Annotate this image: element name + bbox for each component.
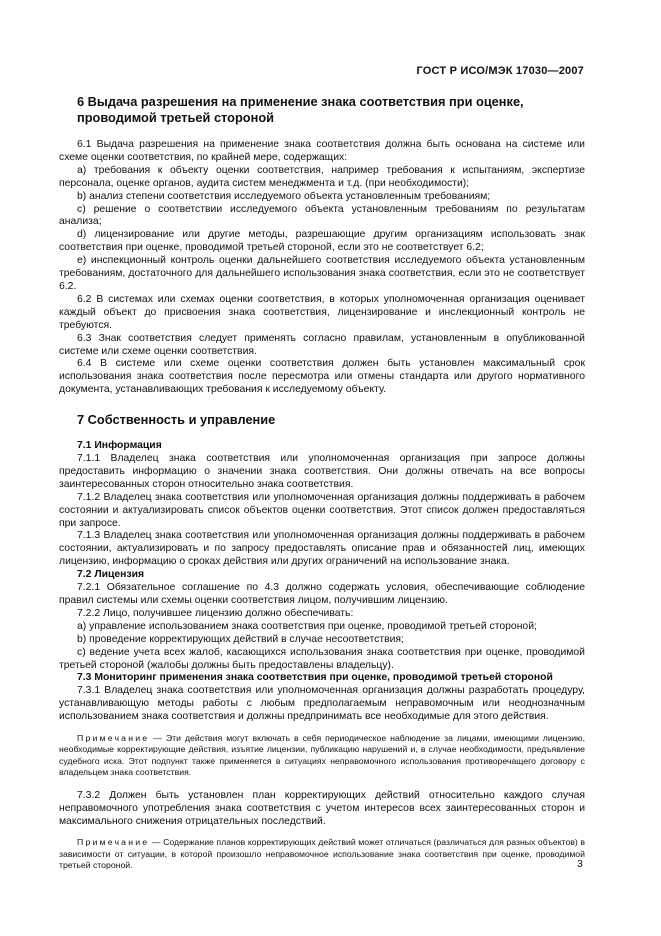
page-content [59, 90, 585, 883]
list-item-6-1-b: b) анализ степени соответствия исследуемого объекта установленным требованиям; [77, 190, 491, 202]
paragraph-7-2-1: 7.2.1 Обязательное соглашение по 4.3 должно содержать условия, обеспечивающие соблюдение правил системы или схемы оценки соответствия лицом, получившим лицензию. [59, 582, 585, 606]
paragraph-7-3-2: 7.3.2 Должен быть установлен план корректирующих действий относительно каждого случая неправомочного употребления знака соответствия с учетом интересов всех заинтересованных сторон и максимального снижения отрицательных последствий. [59, 789, 585, 827]
note-7-3-2 [59, 837, 585, 871]
list-item-7-2-2-b: b) проведение корректирующих действий в случае несоответствия; [77, 633, 404, 645]
paragraph-7-1-3: 7.1.3 Владелец знака соответствия или уполномоченная организация должны поддерживать в рабочем состоянии, актуализировать и по запросу предоставлять описание прав и обязанностей лиц, имеющих лицензию, информацию о сроках действия или других ограничений на использование знака. [59, 530, 585, 568]
list-item-6-1-a: а) требования к объекту оценки соответствия, например требования к испытаниям, экспертизе персонала, оценке органов, аудита систем менеджмента и т.д. (при необходимости); [59, 164, 585, 189]
list-item-6-1-e: e) инспекционный контроль оценки дальнейшего соответствия исследуемого объекта установленным требованиям, достаточного для дальнейшего использования знака соответствия, если это не соответствует 6.2. [59, 255, 585, 292]
list-item-6-1-d: d) лицензирование или другие методы, разрешающие другим организациям использовать знак соответствия при оценке, проводимой третьей стороной, если это не соответствует 6.2; [59, 229, 585, 254]
note-7-3-1 [59, 733, 585, 779]
section-6-title: 6 Выдача разрешения на применение знака соответствия при оценке, проводимой третьей стороной [77, 94, 524, 125]
paragraph-6-3: 6.3 Знак соответствия следует применять согласно правилам, установленным в опубликованной системе или схеме оценки соответствия. [59, 332, 585, 357]
paragraph-6-2: 6.2 В системах или схемах оценки соответствия, в которых уполномоченная организация оценивает каждый объект до присвоения знака соответствия, лицензирование и инслекционный контроль не требуются. [59, 293, 585, 331]
subsection-7-1-heading: 7.1 Информация [77, 440, 162, 452]
paragraph-7-1-2: 7.1.2 Владелец знака соответствия или уполномоченная организация должны поддерживать в рабочем состоянии и актуализировать список объектов оценки соответствия. Этот список должен предоставляться при запросе. [59, 491, 585, 529]
section-7-title: 7 Собственность и управление [77, 412, 276, 428]
note-text: — Содержание планов корректирующих действий может отличаться (различаться для разных объектов) в зависимости от ситуации, в которой произошло неправомочное использование знака соответствия при оценке, проводимой третьей стороной. [59, 837, 585, 871]
list-item-7-2-2-a: а) управление использованием знака соответствия при оценке, проводимой третьей стороной; [77, 620, 537, 632]
standard-header: ГОСТ Р ИСО/МЭК 17030—2007 [416, 65, 584, 77]
paragraph-7-3-1: 7.3.1 Владелец знака соответствия или уполномоченная организация должны разработать процедуру, устанавливающую методы работы с любым предполагаемым неправомочным или неоднозначным использованием знака соответствия и должны предпринимать все необходимые для этого действия. [59, 685, 585, 723]
list-item-6-1-c: c) решение о соответствии исследуемого объекта установленным требованиям по результатам анализа; [59, 203, 585, 228]
paragraph-7-2-2: 7.2.2 Лицо, получившее лицензию должно обеспечивать: [77, 607, 354, 619]
paragraph-7-1-1: 7.1.1 Владелец знака соответствия или уполномоченная организация при запросе должны предоставить информацию о значении знака соответствия. Они должны отвечать на все вопросы заинтересованных сторон относительно знака соответствия. [59, 453, 585, 490]
subsection-7-3-heading: 7.3 Мониторинг применения знака соответствия при оценке, проводимой третьей стороной [77, 672, 553, 684]
note-text: — Эти действия могут включать в себя периодическое наблюдение за лицами, имеющими лицензию, необходимые корректирующие действия, изъятие лицензии, публикацию нарушений и, в случае необходимости, предъявление судебного иска. Этот подпункт также применяется в ситуациях неправомочного использования противоречащего договору с владельцем знака соответствия. [59, 733, 585, 778]
page-number: 3 [577, 859, 583, 870]
subsection-7-2-heading: 7.2 Лицензия [77, 569, 145, 581]
note-label: Примечание [77, 733, 150, 744]
note-label: Примечание [77, 837, 150, 848]
list-item-7-2-2-c: c) ведение учета всех жалоб, касающихся использования знака соответствия при оценке, проводимой третьей стороной (жалобы должны быть предоставлены владельцу). [59, 646, 585, 671]
paragraph-6-4: 6.4 В системе или схеме оценки соответствия должен быть установлен максимальный срок использования знака соответствия после пересмотра или отмены стандарта или другого нормативного документа, устанавливающих требования к исследуемому объекту. [59, 358, 585, 396]
paragraph-6-1: 6.1 Выдача разрешения на применение знака соответствия должна быть основана на системе или схеме оценки соответствия, по крайней мере, содержащих: [59, 139, 585, 163]
